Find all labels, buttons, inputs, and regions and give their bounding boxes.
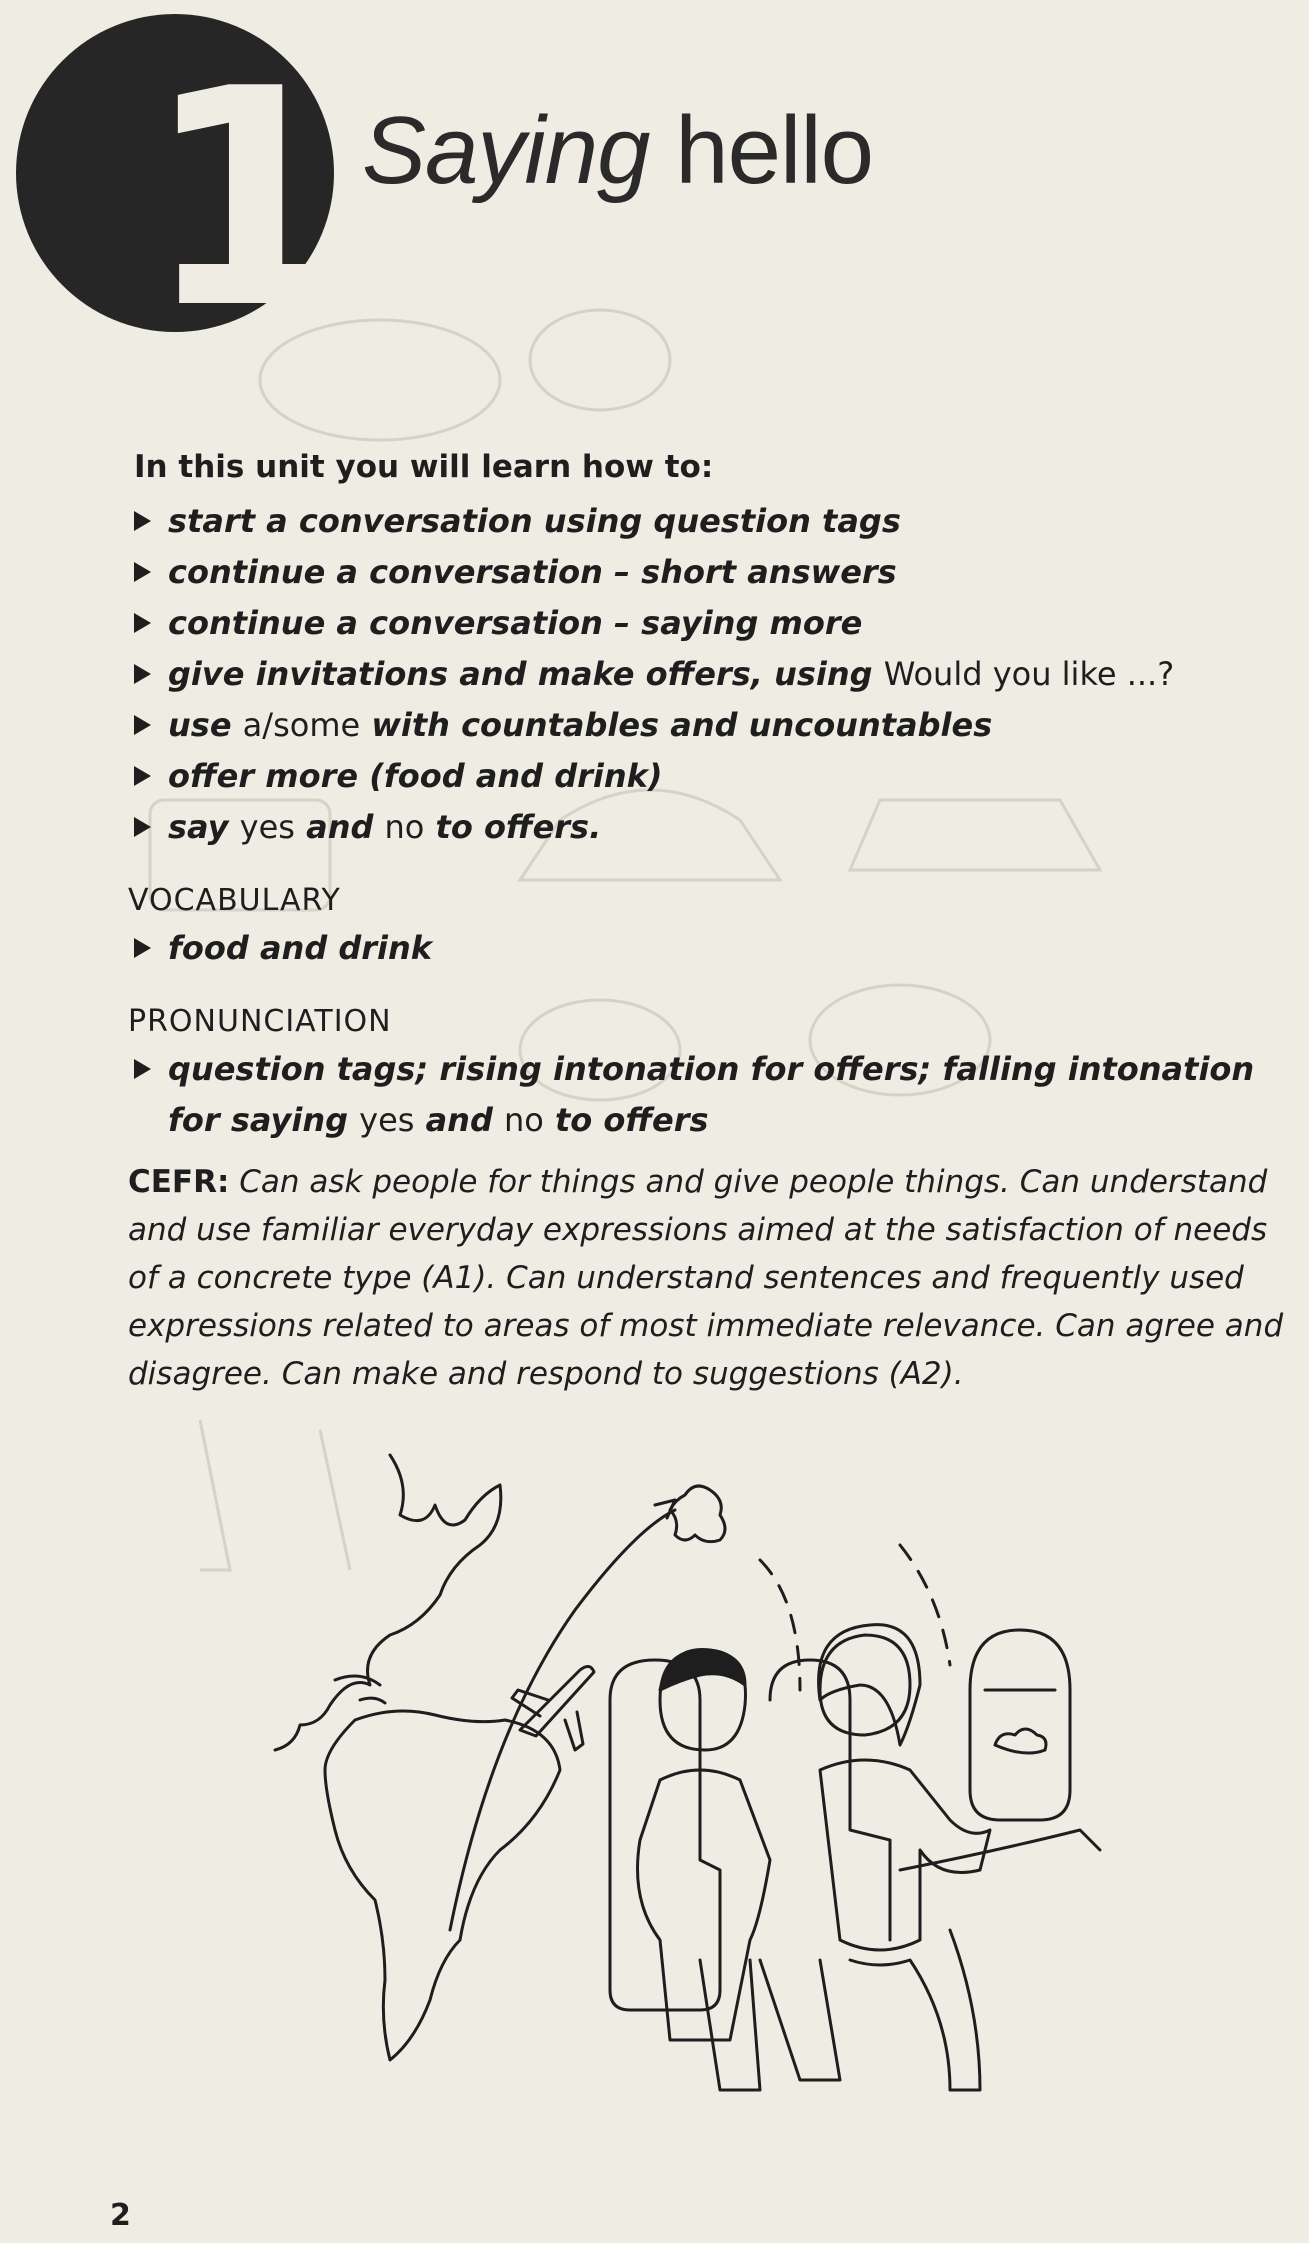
pronunciation-list	[128, 1044, 1288, 1146]
vocabulary-item	[128, 923, 1288, 974]
objectives-list	[128, 496, 1288, 853]
woman-legs	[850, 1930, 980, 2090]
pronunciation-text: question tags; rising intonation for offers; falling intonation for saying	[168, 1050, 1255, 1139]
plane-window	[970, 1630, 1070, 1820]
cefr-paragraph	[128, 1158, 1288, 1398]
south-america-map	[325, 1711, 560, 2060]
objective-example: yes	[239, 808, 295, 846]
objective-text: and	[294, 808, 385, 846]
objective-text: with countables and uncountables	[360, 706, 993, 744]
objective-item	[128, 598, 1288, 649]
pronunciation-example: no	[504, 1101, 544, 1139]
objective-item	[128, 547, 1288, 598]
objective-text: offer more (food and drink)	[168, 757, 663, 795]
airplane-icon	[512, 1666, 594, 1750]
north-america-coastline	[275, 1455, 501, 1750]
objective-text: continue a conversation – short answers	[168, 553, 897, 591]
objective-text: say	[168, 808, 240, 846]
cefr-text: Can ask people for things and give people things. Can understand and use familiar everyday expressions aimed at the satisfaction of needs of a concrete type (A1). Can understand sentences and frequently used expressions related to areas of most immediate relevance. Can agree and disagree. Can make and respond to suggestions (A2).	[128, 1164, 1284, 1392]
objective-text: use	[168, 706, 243, 744]
pronunciation-text: and	[414, 1101, 504, 1139]
dashed-arc	[760, 1545, 950, 1690]
pronunciation-heading: PRONUNCIATION	[128, 1004, 392, 1039]
vocabulary-text: food and drink	[168, 929, 433, 967]
airplane-passengers-illustration	[0, 1420, 1309, 2120]
unit-title	[362, 96, 873, 206]
objective-text: to offers.	[424, 808, 602, 846]
woman-body	[820, 1760, 990, 1950]
unit-number: 1	[144, 25, 345, 374]
objective-example: no	[384, 808, 425, 846]
objective-example: a/some	[242, 706, 361, 744]
armrest-line	[900, 1830, 1100, 1870]
man-hair	[660, 1650, 745, 1691]
uk-map	[670, 1486, 725, 1542]
objectives-lead: In this unit you will learn how to:	[134, 449, 714, 485]
objective-example: Would you like ...?	[883, 655, 1175, 693]
unit-title-italic: Saying	[362, 97, 650, 204]
objective-text: give invitations and make offers, using	[168, 655, 884, 693]
vocabulary-list	[128, 923, 1288, 974]
page-number: 2	[110, 2198, 131, 2233]
unit-number-badge	[16, 14, 345, 374]
pronunciation-item	[128, 1044, 1288, 1146]
vocabulary-heading: VOCABULARY	[128, 883, 341, 918]
objective-text: start a conversation using question tags	[168, 502, 901, 540]
cefr-label: CEFR:	[128, 1164, 230, 1200]
pronunciation-text: to offers	[543, 1101, 709, 1139]
flight-arrow-line	[450, 1510, 675, 1930]
window-cloud-icon	[995, 1729, 1046, 1753]
objective-item	[128, 802, 1288, 853]
seat-left	[610, 1660, 720, 2010]
seat-right	[770, 1660, 890, 1940]
objective-text: continue a conversation – saying more	[168, 604, 863, 642]
unit-title-rest: hello	[649, 97, 874, 204]
objective-item	[128, 751, 1288, 802]
objective-item	[128, 700, 1288, 751]
objective-item	[128, 649, 1288, 700]
man-body	[638, 1770, 771, 2040]
objective-item	[128, 496, 1288, 547]
unit-overview	[128, 444, 1288, 1398]
pronunciation-example: yes	[359, 1101, 415, 1139]
